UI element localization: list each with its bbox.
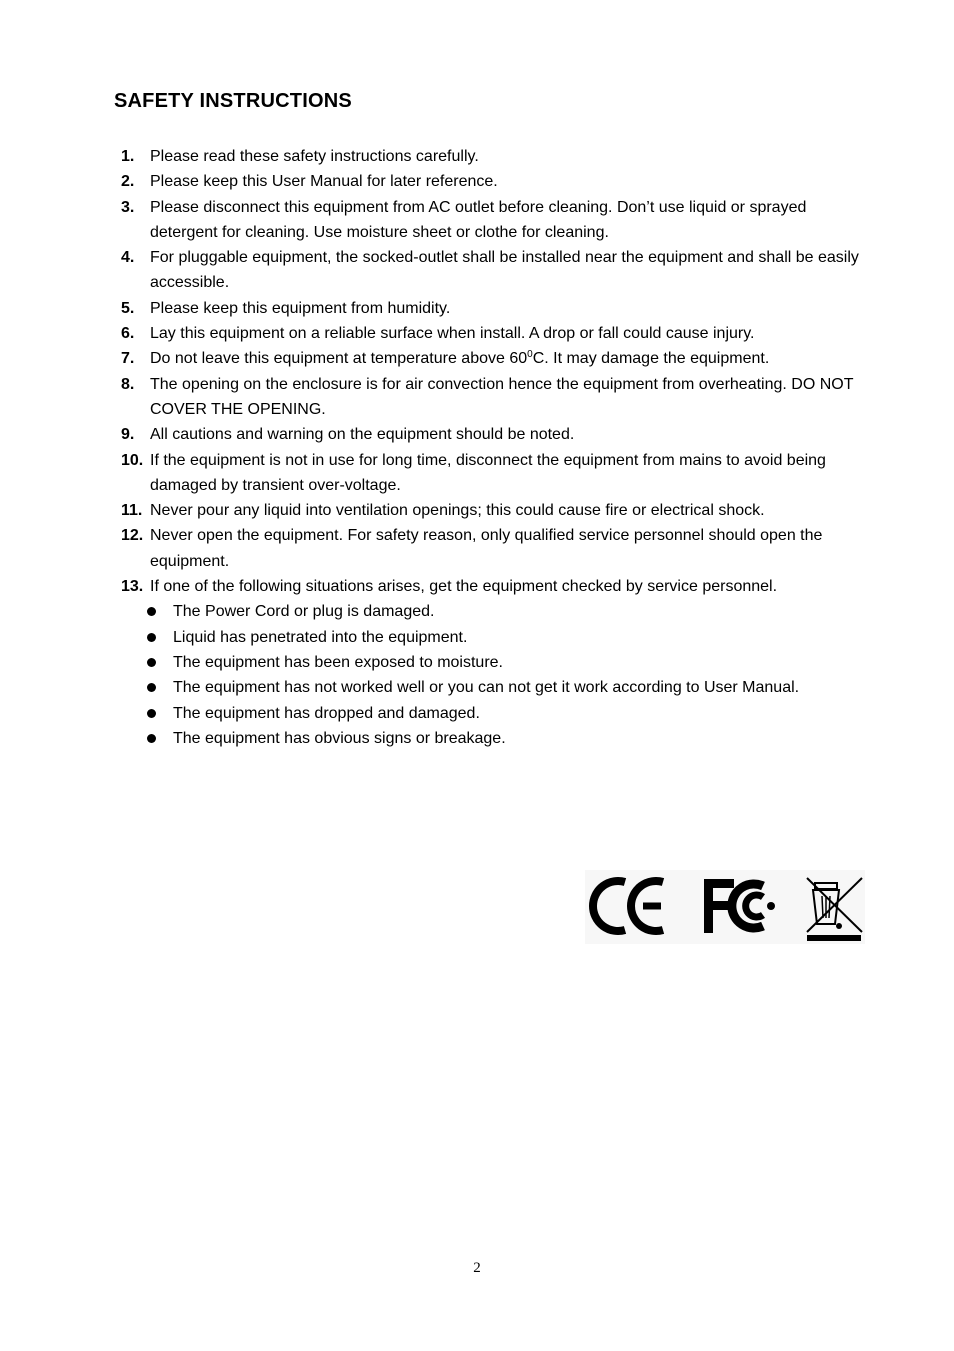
item-text: Please disconnect this equipment from AC outlet before cleaning. Don’t use liquid or sprayed detergent for cleaning. Use moisture sheet or clothe for cleaning. xyxy=(150,198,807,241)
item-text: Never pour any liquid into ventilation openings; this could cause fire or electrical shock. xyxy=(150,502,765,520)
item-number: 11. xyxy=(121,502,143,520)
item-text xyxy=(150,346,865,371)
item-number: 9. xyxy=(121,426,135,444)
item-number: 3. xyxy=(121,198,135,216)
item-number: 4. xyxy=(121,249,135,267)
item-text: All cautions and warning on the equipment should be noted. xyxy=(150,426,575,444)
bullet-icon xyxy=(147,658,156,667)
bullet-item xyxy=(0,650,954,675)
list-item xyxy=(0,372,954,423)
item-text-before: Do not leave this equipment at temperature above 60 xyxy=(150,350,528,368)
item-text: Please read these safety instructions carefully. xyxy=(150,148,479,165)
item-number: 12. xyxy=(121,527,144,545)
bullet-item xyxy=(0,599,954,624)
item-number: 1. xyxy=(121,148,135,165)
item-text: Lay this equipment on a reliable surface when install. A drop or fall could cause injury. xyxy=(150,325,755,343)
item-text: Please keep this User Manual for later reference. xyxy=(150,173,498,191)
item-number: 10. xyxy=(121,451,144,469)
bullet-text: Liquid has penetrated into the equipment. xyxy=(173,628,468,646)
item-number: 13. xyxy=(121,578,144,596)
bullet-item xyxy=(0,625,954,650)
superscript: 0 xyxy=(527,349,533,361)
bullet-text: The equipment has obvious signs or breakage. xyxy=(173,729,506,747)
list-item xyxy=(0,523,954,574)
bullet-icon xyxy=(147,633,156,642)
item-text: The opening on the enclosure is for air convection hence the equipment from overheating. DO NOT COVER THE OPENING. xyxy=(150,375,854,418)
item-text: If the equipment is not in use for long time, disconnect the equipment from mains to avoid being damaged by transient over-voltage. xyxy=(150,451,826,494)
page-title: SAFETY INSTRUCTIONS xyxy=(114,90,352,112)
item-number: 2. xyxy=(121,173,135,191)
list-item xyxy=(0,422,954,447)
item-text: For pluggable equipment, the socked-outlet shall be installed near the equipment and shall be easily accessible. xyxy=(150,249,859,292)
list-item xyxy=(0,321,954,346)
bullet-item xyxy=(0,675,954,700)
item-number: 8. xyxy=(121,375,135,393)
item-text: Please keep this equipment from humidity. xyxy=(150,299,451,317)
bullet-text: The equipment has dropped and damaged. xyxy=(173,704,480,722)
list-item xyxy=(0,346,954,371)
list-item xyxy=(0,448,954,499)
list-item xyxy=(0,169,954,194)
page-number: 2 xyxy=(473,1260,481,1276)
bullet-icon xyxy=(147,683,156,692)
bullet-text: The equipment has been exposed to moisture. xyxy=(173,653,503,671)
item-number: 7. xyxy=(121,350,135,368)
list-item xyxy=(0,574,954,599)
safety-instructions-list xyxy=(0,144,954,751)
item-text: If one of the following situations arises, get the equipment checked by service personnel. xyxy=(150,578,778,596)
bullet-icon xyxy=(147,709,156,718)
item-text: Never open the equipment. For safety reason, only qualified service personnel should open the equipment. xyxy=(150,527,823,570)
bullet-text: The Power Cord or plug is damaged. xyxy=(173,603,435,621)
list-item xyxy=(0,144,954,169)
item-text-after: C. It may damage the equipment. xyxy=(532,350,770,368)
bullet-icon xyxy=(147,607,156,616)
list-item xyxy=(0,296,954,321)
bullet-icon xyxy=(147,734,156,743)
bullet-list xyxy=(0,599,954,751)
item-number: 6. xyxy=(121,325,135,343)
bullet-text: The equipment has not worked well or you can not get it work according to User Manual. xyxy=(173,679,800,697)
list-item xyxy=(0,498,954,523)
list-item xyxy=(0,245,954,296)
certification-logos xyxy=(585,870,865,944)
list-item xyxy=(0,195,954,246)
item-number: 5. xyxy=(121,299,135,317)
bullet-item xyxy=(0,701,954,726)
bullet-item xyxy=(0,726,954,751)
